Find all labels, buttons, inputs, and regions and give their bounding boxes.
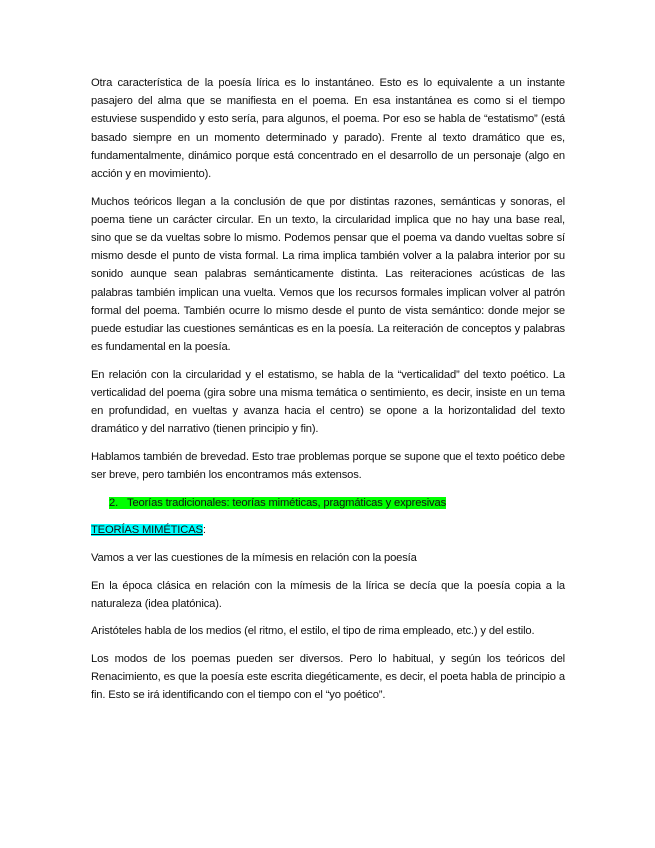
subheading-suffix: : bbox=[202, 524, 206, 537]
section-heading bbox=[91, 494, 565, 512]
section-heading-text: Teorías tradicionales: teorías miméticas, pragmáticas y expresivas bbox=[127, 496, 447, 509]
paragraph-brevedad: Hablamos también de brevedad. Esto trae problemas porque se supone que el texto poético debe ser breve, pero también los encontramos más extensos. bbox=[91, 451, 565, 482]
subheading-teorias-mimeticas: TEORÍAS MIMÉTICAS bbox=[91, 524, 203, 537]
section-heading-highlight bbox=[109, 497, 446, 509]
paragraph-epoca-clasica: En la época clásica en relación con la mímesis de la lírica se decía que la poesía copia a la naturaleza (idea platónica). bbox=[91, 579, 565, 610]
section-number: 2. bbox=[109, 496, 119, 509]
document-body bbox=[91, 74, 565, 714]
paragraph-verticalidad: En relación con la circularidad y el estatismo, se habla de la “verticalidad” del texto poético. La verticalidad del poema (gira sobre una misma temática o sentimiento, es decir, insiste en un tema en profundidad, en vueltas y avanza hacia el centro) se opone a la horizontalidad del texto dramático y del narrativo (tienen principio y fin). bbox=[91, 368, 565, 436]
paragraph-circularidad: Muchos teóricos llegan a la conclusión de que por distintas razones, semánticas y sonoras, el poema tiene un carácter circular. En un texto, la circularidad implica que no hay una base real, sino que se da vueltas sobre lo mismo. Podemos pensar que el poema va dando vueltas sobre sí mismo desde el punto de vista formal. La rima implica también volver a la palabra interior por su sonido aunque sean palabras semánticamente distinta. Las reiteraciones acústicas de las palabras también implican una vuelta. Vemos que los recursos formales implican volver al patrón formal del poema. También ocurre lo mismo desde el punto de vista semántico: donde mejor se puede estudiar las cuestiones semánticas es en la poesía. La reiteración de conceptos y palabras es fundamental en la poesía. bbox=[91, 195, 565, 354]
subheading-row bbox=[91, 521, 565, 539]
paragraph-aristoteles: Aristóteles habla de los medios (el ritmo, el estilo, el tipo de rima empleado, etc.) y del estilo. bbox=[91, 625, 535, 638]
paragraph-instantaneo: Otra característica de la poesía lírica es lo instantáneo. Esto es lo equivalente a un instante pasajero del alma que se manifiesta en el poema. En esa instantánea es como si el tiempo estuviese suspendido y esto sería, para algunos, el poema. Por eso se habla de “estatismo” (está basado siempre en un momento determinado y parado). Frente al texto dramático que es, fundamentalmente, dinámico porque está concentrado en el desarrollo de un personaje (algo en acción y en movimiento). bbox=[91, 77, 565, 181]
paragraph-modos: Los modos de los poemas pueden ser diversos. Pero lo habitual, y según los teóricos del Renacimiento, es que la poesía este escrita diegéticamente, es decir, el poeta habla de principio a fin. Esto se irá identificando con el tiempo con el “yo poético”. bbox=[91, 653, 565, 702]
paragraph-mimesis-intro: Vamos a ver las cuestiones de la mímesis en relación con la poesía bbox=[91, 552, 417, 565]
